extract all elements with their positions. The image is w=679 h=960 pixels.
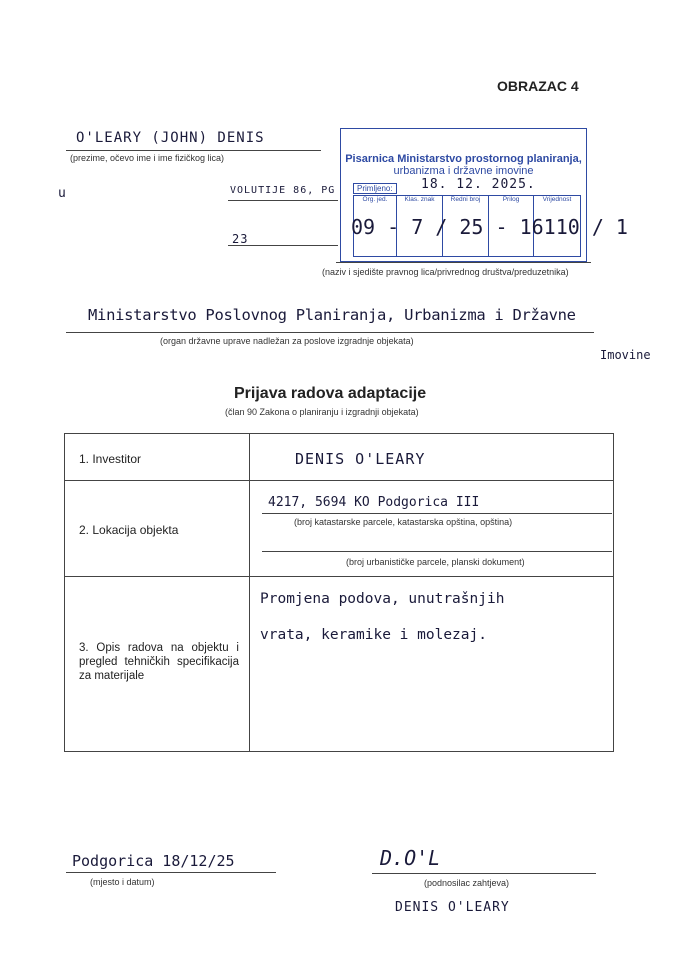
stamp-received-label: Primljeno: xyxy=(353,183,397,194)
margin-mark: u xyxy=(58,186,67,201)
document-title: Prijava radova adaptacije xyxy=(234,385,427,402)
stamp-title-line2: urbanizma i državne imovine xyxy=(393,165,534,177)
applicant-printed-name: DENIS O'LEARY xyxy=(395,900,510,915)
authority-line xyxy=(66,332,594,333)
stamp-col-prilog: Prilog xyxy=(488,195,534,257)
authority-name: Ministarstvo Poslovnog Planiranja, Urbanizma i Državne xyxy=(88,306,576,324)
table-row-location xyxy=(65,481,614,577)
table-row-description xyxy=(65,577,614,752)
applicant-name-line xyxy=(66,150,321,151)
applicant-name-caption: (prezime, očevo ime i ime fizičkog lica) xyxy=(70,153,225,163)
description-line-2: vrata, keramike i molezaj. xyxy=(260,627,487,643)
stamp-col-vrijednost: Vrijednost xyxy=(533,195,581,257)
stamp-received-date: 18. 12. 2025. xyxy=(421,177,536,192)
place-date-caption: (mjesto i datum) xyxy=(90,877,155,887)
signature-caption: (podnosilac zahtjeva) xyxy=(424,878,510,888)
stamp-title xyxy=(341,153,586,177)
description-label: 3. Opis radova na objektu i pregled tehničkih specifikacija za materijale xyxy=(79,642,239,682)
form-code: OBRAZAC 4 xyxy=(497,78,579,94)
location-line-2 xyxy=(262,551,612,552)
signature-line xyxy=(372,873,596,874)
applicant-address-number: 23 xyxy=(232,232,249,246)
legal-entity-line xyxy=(336,262,591,263)
location-value: 4217, 5694 KO Podgorica III xyxy=(268,495,480,510)
signature-mark: D.O'L xyxy=(380,846,441,870)
address-number-line xyxy=(228,245,338,246)
document-subtitle: (član 90 Zakona o planiranju i izgradnji objekata) xyxy=(225,407,419,417)
location-caption-1: (broj katastarske parcele, katastarska opština, opština) xyxy=(294,517,513,527)
place-date: Podgorica 18/12/25 xyxy=(72,852,235,870)
authority-caption: (organ državne uprave nadležan za poslove izgradnje objekata) xyxy=(160,336,414,346)
place-date-line xyxy=(66,872,276,873)
description-line-1: Promjena podova, unutrašnjih xyxy=(260,591,505,607)
address-line xyxy=(228,200,338,201)
investor-label: 1. Investitor xyxy=(79,452,142,466)
table-row-investor xyxy=(65,434,614,481)
applicant-address: VOLUTIJE 86, PG xyxy=(230,185,336,196)
location-line-1 xyxy=(262,513,612,514)
stamp-col-org: Org. jed. xyxy=(353,195,397,257)
legal-entity-caption: (naziv i sjedište pravnog lica/privrednog društva/preduzetnika) xyxy=(322,267,569,277)
stamp-registry-number: 09 - 7 / 25 - 16110 / 1 xyxy=(351,215,628,239)
form-table xyxy=(64,433,614,752)
location-caption-2: (broj urbanističke parcele, planski dokument) xyxy=(346,557,525,567)
location-label: 2. Lokacija objekta xyxy=(79,523,179,537)
stamp-col-klas: Klas. znak xyxy=(396,195,443,257)
stamp-col-redni: Redni broj xyxy=(442,195,489,257)
investor-value: DENIS O'LEARY xyxy=(295,450,426,468)
registry-stamp xyxy=(340,128,628,262)
authority-name-continued: Imovine xyxy=(600,348,651,362)
stamp-title-line1: Pisarnica Ministarstvo prostornog planiranja, xyxy=(345,153,582,165)
applicant-name: O'LEARY (JOHN) DENIS xyxy=(76,130,265,146)
